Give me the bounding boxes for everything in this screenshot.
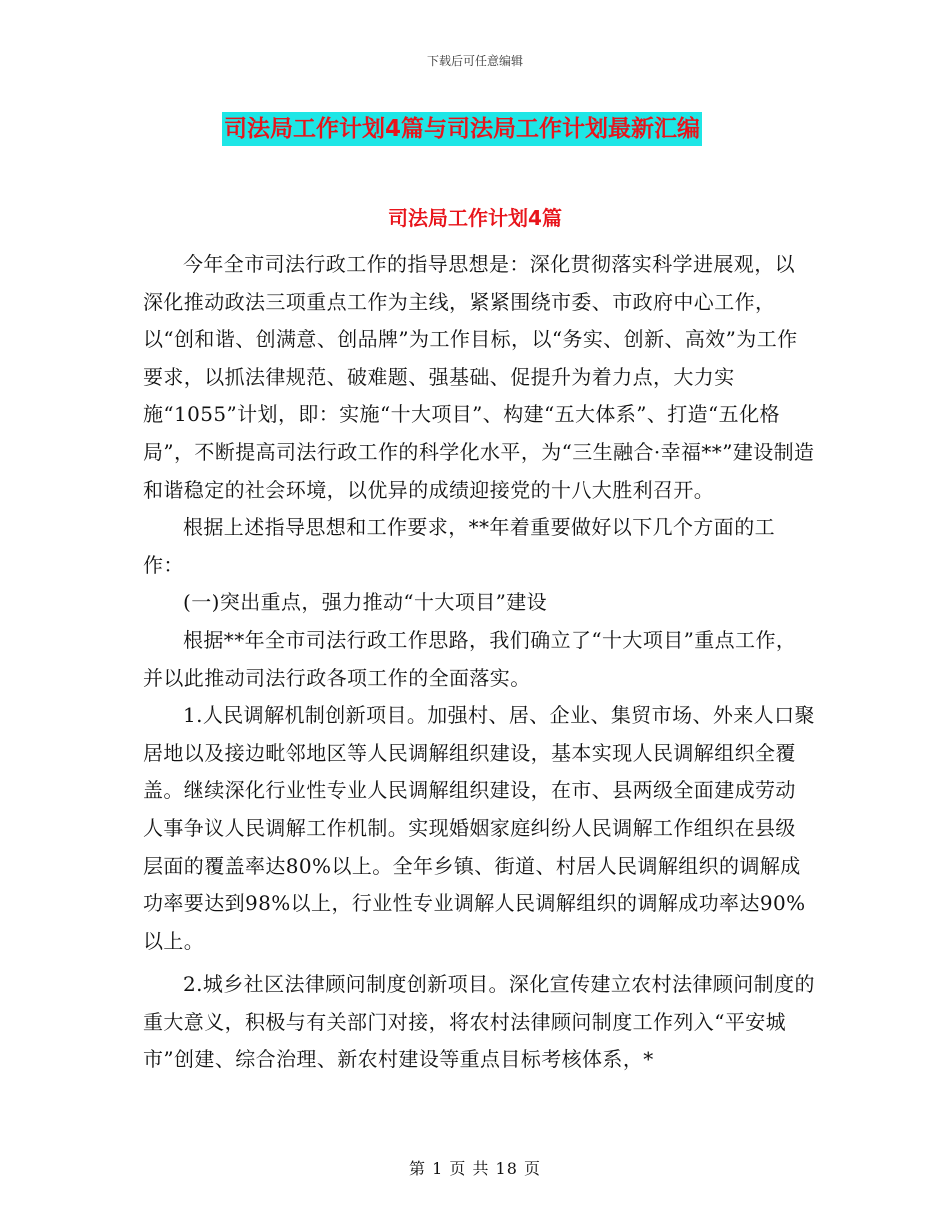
- paragraph-section-heading: (一)突出重点，强力推动“十大项目”建设: [183, 590, 548, 615]
- paragraph-ten-projects: 根据**年全市司法行政工作思路，我们确立了“十大项目”重点工作，并以此推动司法行政各项工作的全面落实。: [143, 627, 797, 690]
- paragraph-item-2: 2.城乡社区法律顾问制度创新项目。深化宣传建立农村法律顾问制度的重大意义，积极与有关部门对接，将农村法律顾问制度工作列入“平安城市”创建、综合治理、新农村建设等重点目标考核体系，*: [143, 972, 815, 1072]
- page-footer: 第 1 页 共 18 页: [409, 1159, 541, 1178]
- paragraph-item-1: 1.人民调解机制创新项目。加强村、居、企业、集贸市场、外来人口聚居地以及接边毗邻地区等人民调解组织建设，基本实现人民调解组织全覆盖。继续深化行业性专业人民调解组织建设，在市、县两级全面建成劳动人事争议人民调解工作机制。实现婚姻家庭纠纷人民调解工作组织在县级层面的覆盖率达80%以上。全年乡镇、街道、村居人民调解组织的调解成功率要达到98%以上，行业性专业调解人民调解组织的调解成功率达90%以上。: [143, 703, 815, 953]
- body-text: [143, 246, 815, 1079]
- paragraph-guiding-thought: 今年全市司法行政工作的指导思想是：深化贯彻落实科学进展观，以深化推动政法三项重点工作为主线，紧紧围绕市委、市政府中心工作，以“创和谐、创满意、创品牌”为工作目标，以“务实、创新、高效”为工作要求，以抓法律规范、破难题、强基础、促提升为着力点，大力实施“1055”计划，即：实施“十大项目”、构建“五大体系”、打造“五化格局”，不断提高司法行政工作的科学化水平，为“三生融合·幸福**”建设制造和谐稳定的社会环境，以优异的成绩迎接党的十八大胜利召开。: [143, 252, 815, 502]
- header-note: 下载后可任意编辑: [426, 54, 523, 68]
- section-title: 司法局工作计划4篇: [388, 206, 562, 230]
- paragraph-work-requirements: 根据上述指导思想和工作要求，**年着重要做好以下几个方面的工作：: [143, 515, 775, 577]
- main-title: 司法局工作计划4篇与司法局工作计划最新汇编: [222, 112, 702, 146]
